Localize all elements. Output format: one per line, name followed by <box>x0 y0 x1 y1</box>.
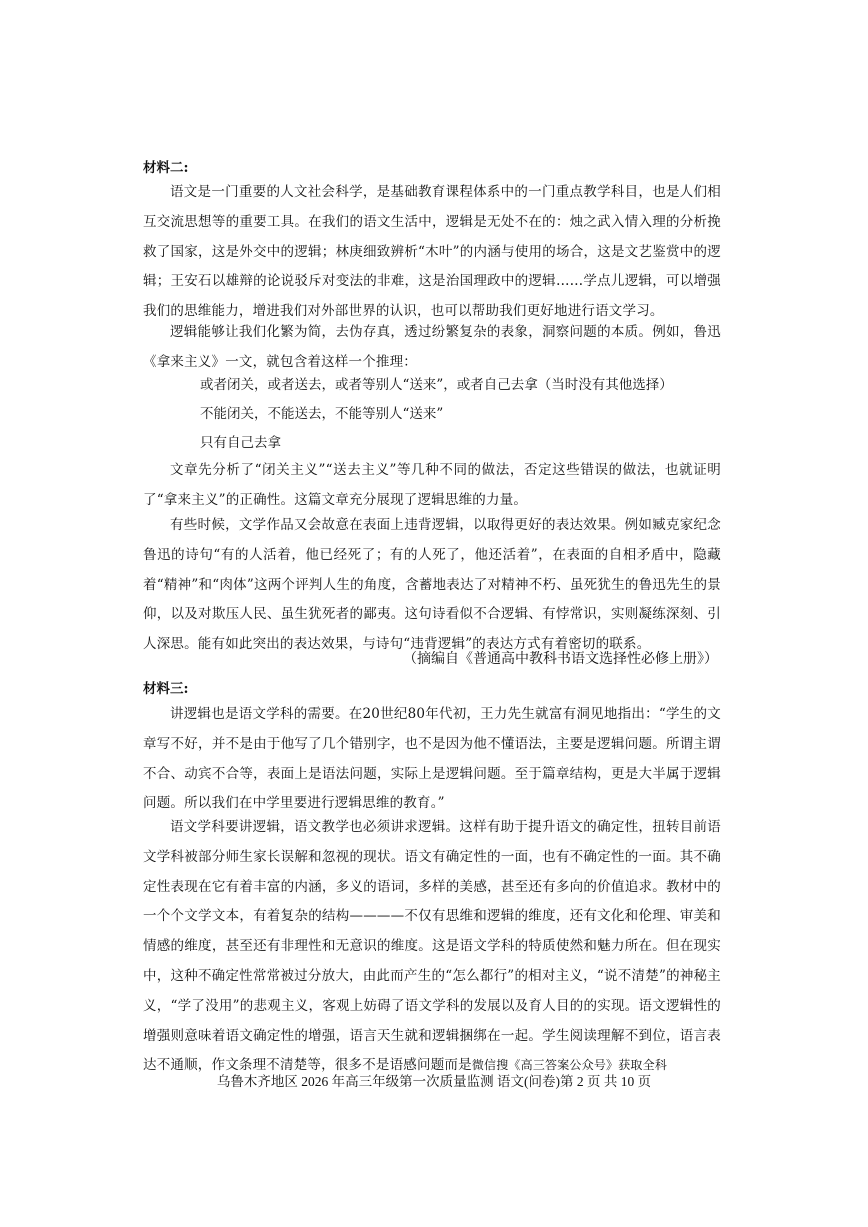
page-footer: 乌鲁木齐地区 2026 年高三年级第一次质量监测 语文(问卷)第 2 页 共 10 页 <box>216 1074 652 1089</box>
material-2-title: 材料二: <box>143 160 189 176</box>
material-2-paragraph-2: 逻辑能够让我们化繁为简，去伪存真，透过纷繁复杂的表象，洞察问题的本质。例如，鲁迅《拿来主义》一文，就包含着这样一个推理： <box>143 324 721 370</box>
material-3-paragraph-2-text: 语文学科要讲逻辑，语文教学也必须讲求逻辑。这样有助于提升语文的确定性，扭转目前语文学科被部分师生家长误解和忽视的现状。语文有确定性的一面，也有不确定性的一面。其不确定性表现在它有着丰富的内涵，多义的语词，多样的美感，甚至还有多向的价值追求。教材中的一个个文学文本，有着复杂的结构————不仅有思维和逻辑的维度，还有文化和伦理、审美和情感的维度，甚至还有非理性和无意识的维度。这是语文学科的特质使然和魅力所在。但在现实中，这种不确定性常常被过分放大，由此而产生的“怎么都行”的相对主义，“说不清楚”的神秘主义，“学了没用”的悲观主义，客观上妨碍了语文学科的发展以及育人目的的实现。语文逻辑性的增强则意味着语文确定性的增强，语言天生就和逻辑捆绑在一起。学生阅读理解不到位，语言表达不通顺，作文条理不清楚等，很多不是语感问题而是 <box>143 819 721 1074</box>
material-3-title: 材料三: <box>143 681 189 697</box>
watermark-text: 微信搜《高三答案公众号》获取全科 <box>471 1058 668 1073</box>
material-2-source: （摘编自《普通高中教科书语文选择性必修上册》） <box>403 652 718 667</box>
material-2-paragraph-1: 语文是一门重要的人文社会科学，是基础教育课程体系中的一门重点教学科目，也是人们相互交流思想等的重要工具。在我们的语文生活中，逻辑是无处不在的：烛之武入情入理的分析挽救了国家，这是外交中的逻辑；林庚细致辨析“木叶”的内涵与使用的场合，这是文艺鉴赏中的逻辑；王安石以雄辩的论说驳斥对变法的非难，这是治国理政中的逻辑……学点儿逻辑，可以增强我们的思维能力，增进我们对外部世界的认识，也可以帮助我们更好地进行语文学习。 <box>143 184 721 320</box>
reasoning-premise-1: 或者闭关，或者送去，或者等别人“送来”，或者自己去拿（当时没有其他选择） <box>200 377 673 393</box>
material-2-paragraph-3: 文章先分析了“闭关主义”“送去主义”等几种不同的做法，否定这些错误的做法，也就证明了“拿来主义”的正确性。这篇文章充分展现了逻辑思维的力量。 <box>143 462 721 508</box>
material-3-paragraph-1: 讲逻辑也是语文学科的需要。在20世纪80年代初，王力先生就富有洞见地指出：“学生的文章写不好，并不是由于他写了几个错别字，也不是因为他不懂语法，主要是逻辑问题。所谓主谓不合、动宾不合等，表面上是语法问题，实际上是逻辑问题。至于篇章结构，更是大半属于逻辑问题。所以我们在中学里要进行逻辑思维的教育。” <box>143 706 721 812</box>
reasoning-premise-2: 不能闭关，不能送去，不能等别人“送来” <box>200 406 444 422</box>
reasoning-conclusion: 只有自己去拿 <box>200 435 281 451</box>
material-2-paragraph-4: 有些时候，文学作品又会故意在表面上违背逻辑，以取得更好的表达效果。例如臧克家纪念鲁迅的诗句“有的人活着，他已经死了；有的人死了，他还活着”，在表面的自相矛盾中，隐藏着“精神”和“肉体”这两个评判人生的角度，含蓄地表达了对精神不朽、虽死犹生的鲁迅先生的景仰，以及对欺压人民、虽生犹死者的鄙夷。这句诗看似不合逻辑、有悖常识，实则凝练深刻、引人深思。能有如此突出的表达效果，与诗句“违背逻辑”的表达方式有着密切的联系。 <box>143 517 721 653</box>
material-3-paragraph-2 <box>143 813 721 1081</box>
